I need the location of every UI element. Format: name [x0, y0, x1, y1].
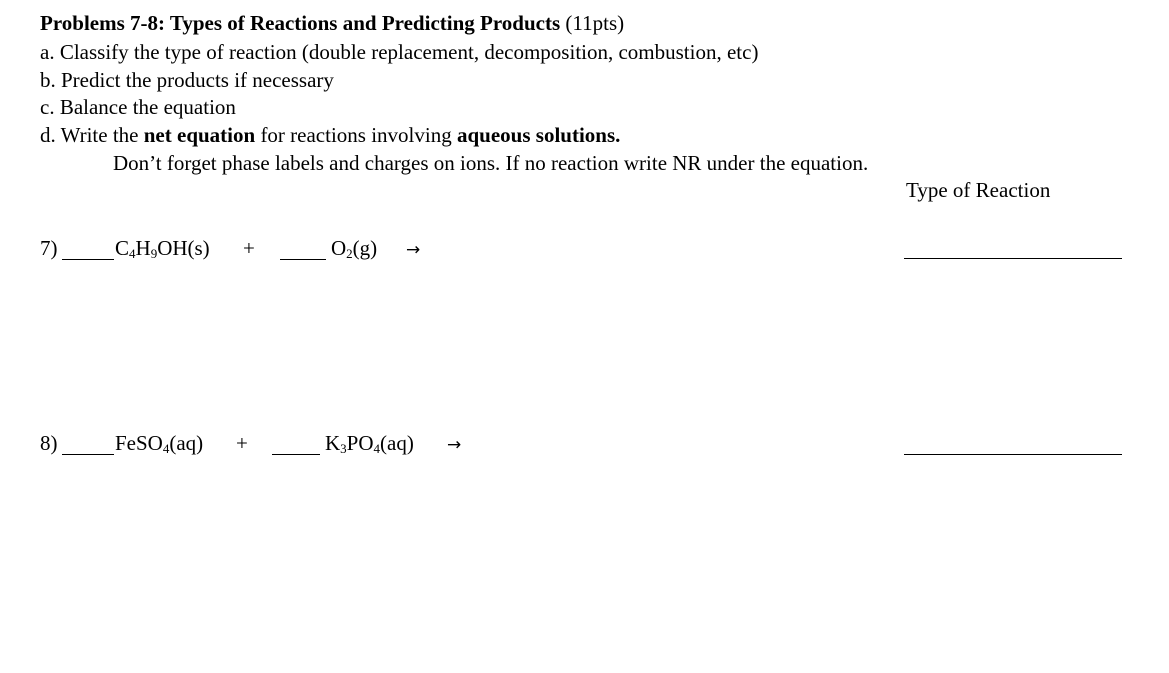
- reaction-arrow: →: [406, 240, 421, 260]
- title-bold-text: Problems 7-8: Types of Reactions and Predicting Products: [40, 11, 561, 35]
- instruction-d-bold-2: aqueous solutions.: [456, 123, 621, 147]
- reactant-1-formula: $C_4H_9OH(s)$: [115, 236, 210, 261]
- plus-sign: +: [243, 236, 255, 260]
- reactant-2-formula: $O_2(g)$: [331, 236, 378, 261]
- reactant-1-formula: FeSO$_4$(aq): [115, 431, 204, 456]
- problem-number: 8): [40, 431, 58, 455]
- problem-title: [40, 11, 624, 35]
- coefficient-blank-1[interactable]: [62, 259, 114, 260]
- type-of-reaction-header: Type of Reaction: [906, 178, 1051, 202]
- plus-sign: +: [236, 431, 248, 455]
- reaction-type-answer-blank[interactable]: [904, 454, 1122, 455]
- problem-number: 7): [40, 236, 58, 260]
- instruction-b: b. Predict the products if necessary: [40, 68, 334, 92]
- coefficient-blank-1[interactable]: [62, 454, 114, 455]
- coefficient-blank-2[interactable]: [272, 454, 320, 455]
- instruction-a: a. Classify the type of reaction (double replacement, decomposition, combustion, etc): [40, 40, 759, 64]
- instruction-d-text-2: for reactions involving: [255, 123, 457, 147]
- reaction-arrow: →: [447, 435, 462, 455]
- reaction-type-answer-blank[interactable]: [904, 258, 1122, 259]
- coefficient-blank-2[interactable]: [280, 259, 326, 260]
- instruction-d-bold-1: net equation: [143, 123, 256, 147]
- instruction-d: [40, 123, 620, 147]
- instruction-c: c. Balance the equation: [40, 95, 236, 119]
- instruction-note: Don’t forget phase labels and charges on ions. If no reaction write NR under the equation.: [113, 151, 869, 175]
- instruction-d-text-1: d. Write the: [40, 123, 144, 147]
- reactant-2-formula: $K_3PO_4(aq)$: [325, 431, 414, 456]
- title-points: (11pts): [560, 11, 625, 35]
